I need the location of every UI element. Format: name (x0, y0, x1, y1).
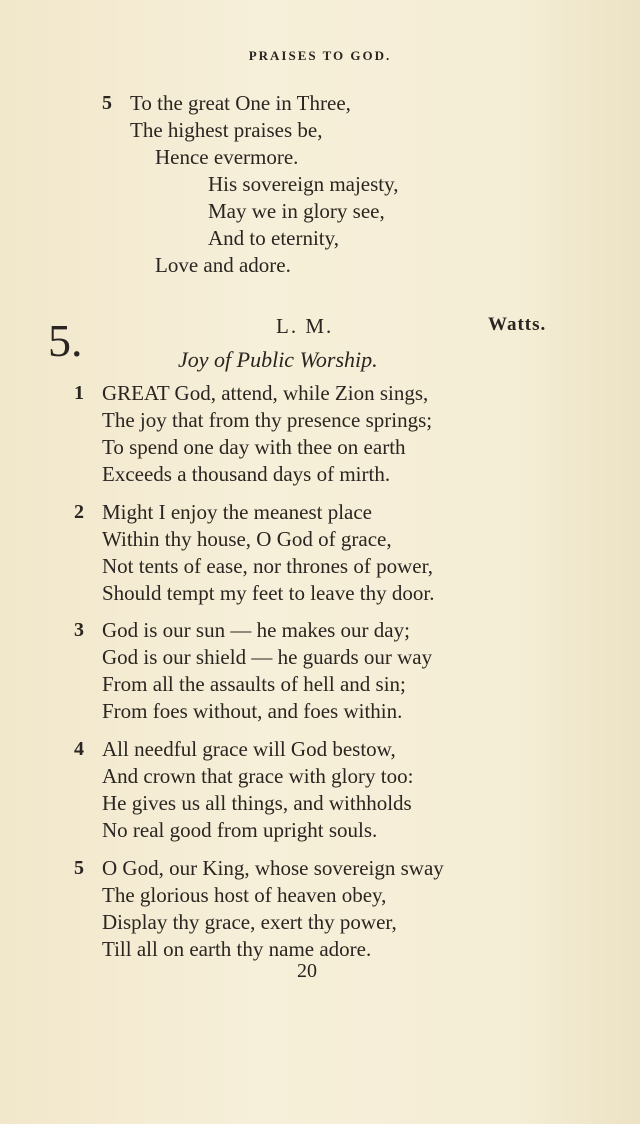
stanza-line: Within thy house, O God of grace, (102, 527, 392, 551)
stanza-line: From foes without, and foes within. (102, 699, 403, 723)
stanza-line: O God, our King, whose sovereign sway (102, 856, 444, 880)
stanza-line: The highest praises be, (130, 118, 323, 142)
stanza-number: 3 (74, 619, 84, 641)
stanza-line: The glorious host of heaven obey, (102, 883, 387, 907)
stanza-number: 5 (74, 857, 84, 879)
stanza-line: And to eternity, (208, 226, 340, 250)
stanza-line: Display thy grace, exert thy power, (102, 910, 397, 934)
stanza-line: And crown that grace with glory too: (102, 764, 414, 788)
stanza-number: 2 (74, 501, 84, 523)
stanza-line: God is our sun — he makes our day; (102, 618, 410, 642)
page-number: 20 (297, 960, 317, 982)
hymn-author: Watts. (488, 314, 547, 335)
stanza-line: God is our shield — he guards our way (102, 645, 433, 669)
stanza-line: Till all on earth thy name adore. (102, 937, 372, 961)
stanza-line: All needful grace will God bestow, (102, 737, 396, 761)
stanza-line: He gives us all things, and withholds (102, 791, 412, 815)
stanza-number: 5 (102, 92, 112, 114)
stanza-number: 4 (74, 738, 84, 760)
stanza-line: Should tempt my feet to leave thy door. (102, 581, 435, 605)
stanza-line: Love and adore. (155, 253, 291, 277)
stanza-line: No real good from upright souls. (102, 818, 378, 842)
stanza-line: Hence evermore. (155, 145, 299, 169)
stanza-line: Exceeds a thousand days of mirth. (102, 462, 391, 486)
running-head: PRAISES TO GOD. (248, 48, 392, 63)
stanza-line: To spend one day with thee on earth (102, 435, 406, 459)
stanza-line: To the great One in Three, (130, 91, 351, 115)
stanza-line: Might I enjoy the meanest place (102, 500, 372, 524)
stanza-line: May we in glory see, (208, 199, 385, 223)
hymn-number: 5. (48, 315, 83, 366)
stanza-number: 1 (74, 382, 84, 404)
stanza-line: His sovereign majesty, (208, 172, 399, 196)
hymn-title: Joy of Public Worship. (178, 347, 378, 372)
hymn-meter: L. M. (276, 314, 334, 338)
stanza-line: From all the assaults of hell and sin; (102, 672, 406, 696)
stanza-line: Not tents of ease, nor thrones of power, (102, 554, 433, 578)
stanza-line: GREAT God, attend, while Zion sings, (102, 381, 429, 405)
stanza-line: The joy that from thy presence springs; (102, 408, 433, 432)
